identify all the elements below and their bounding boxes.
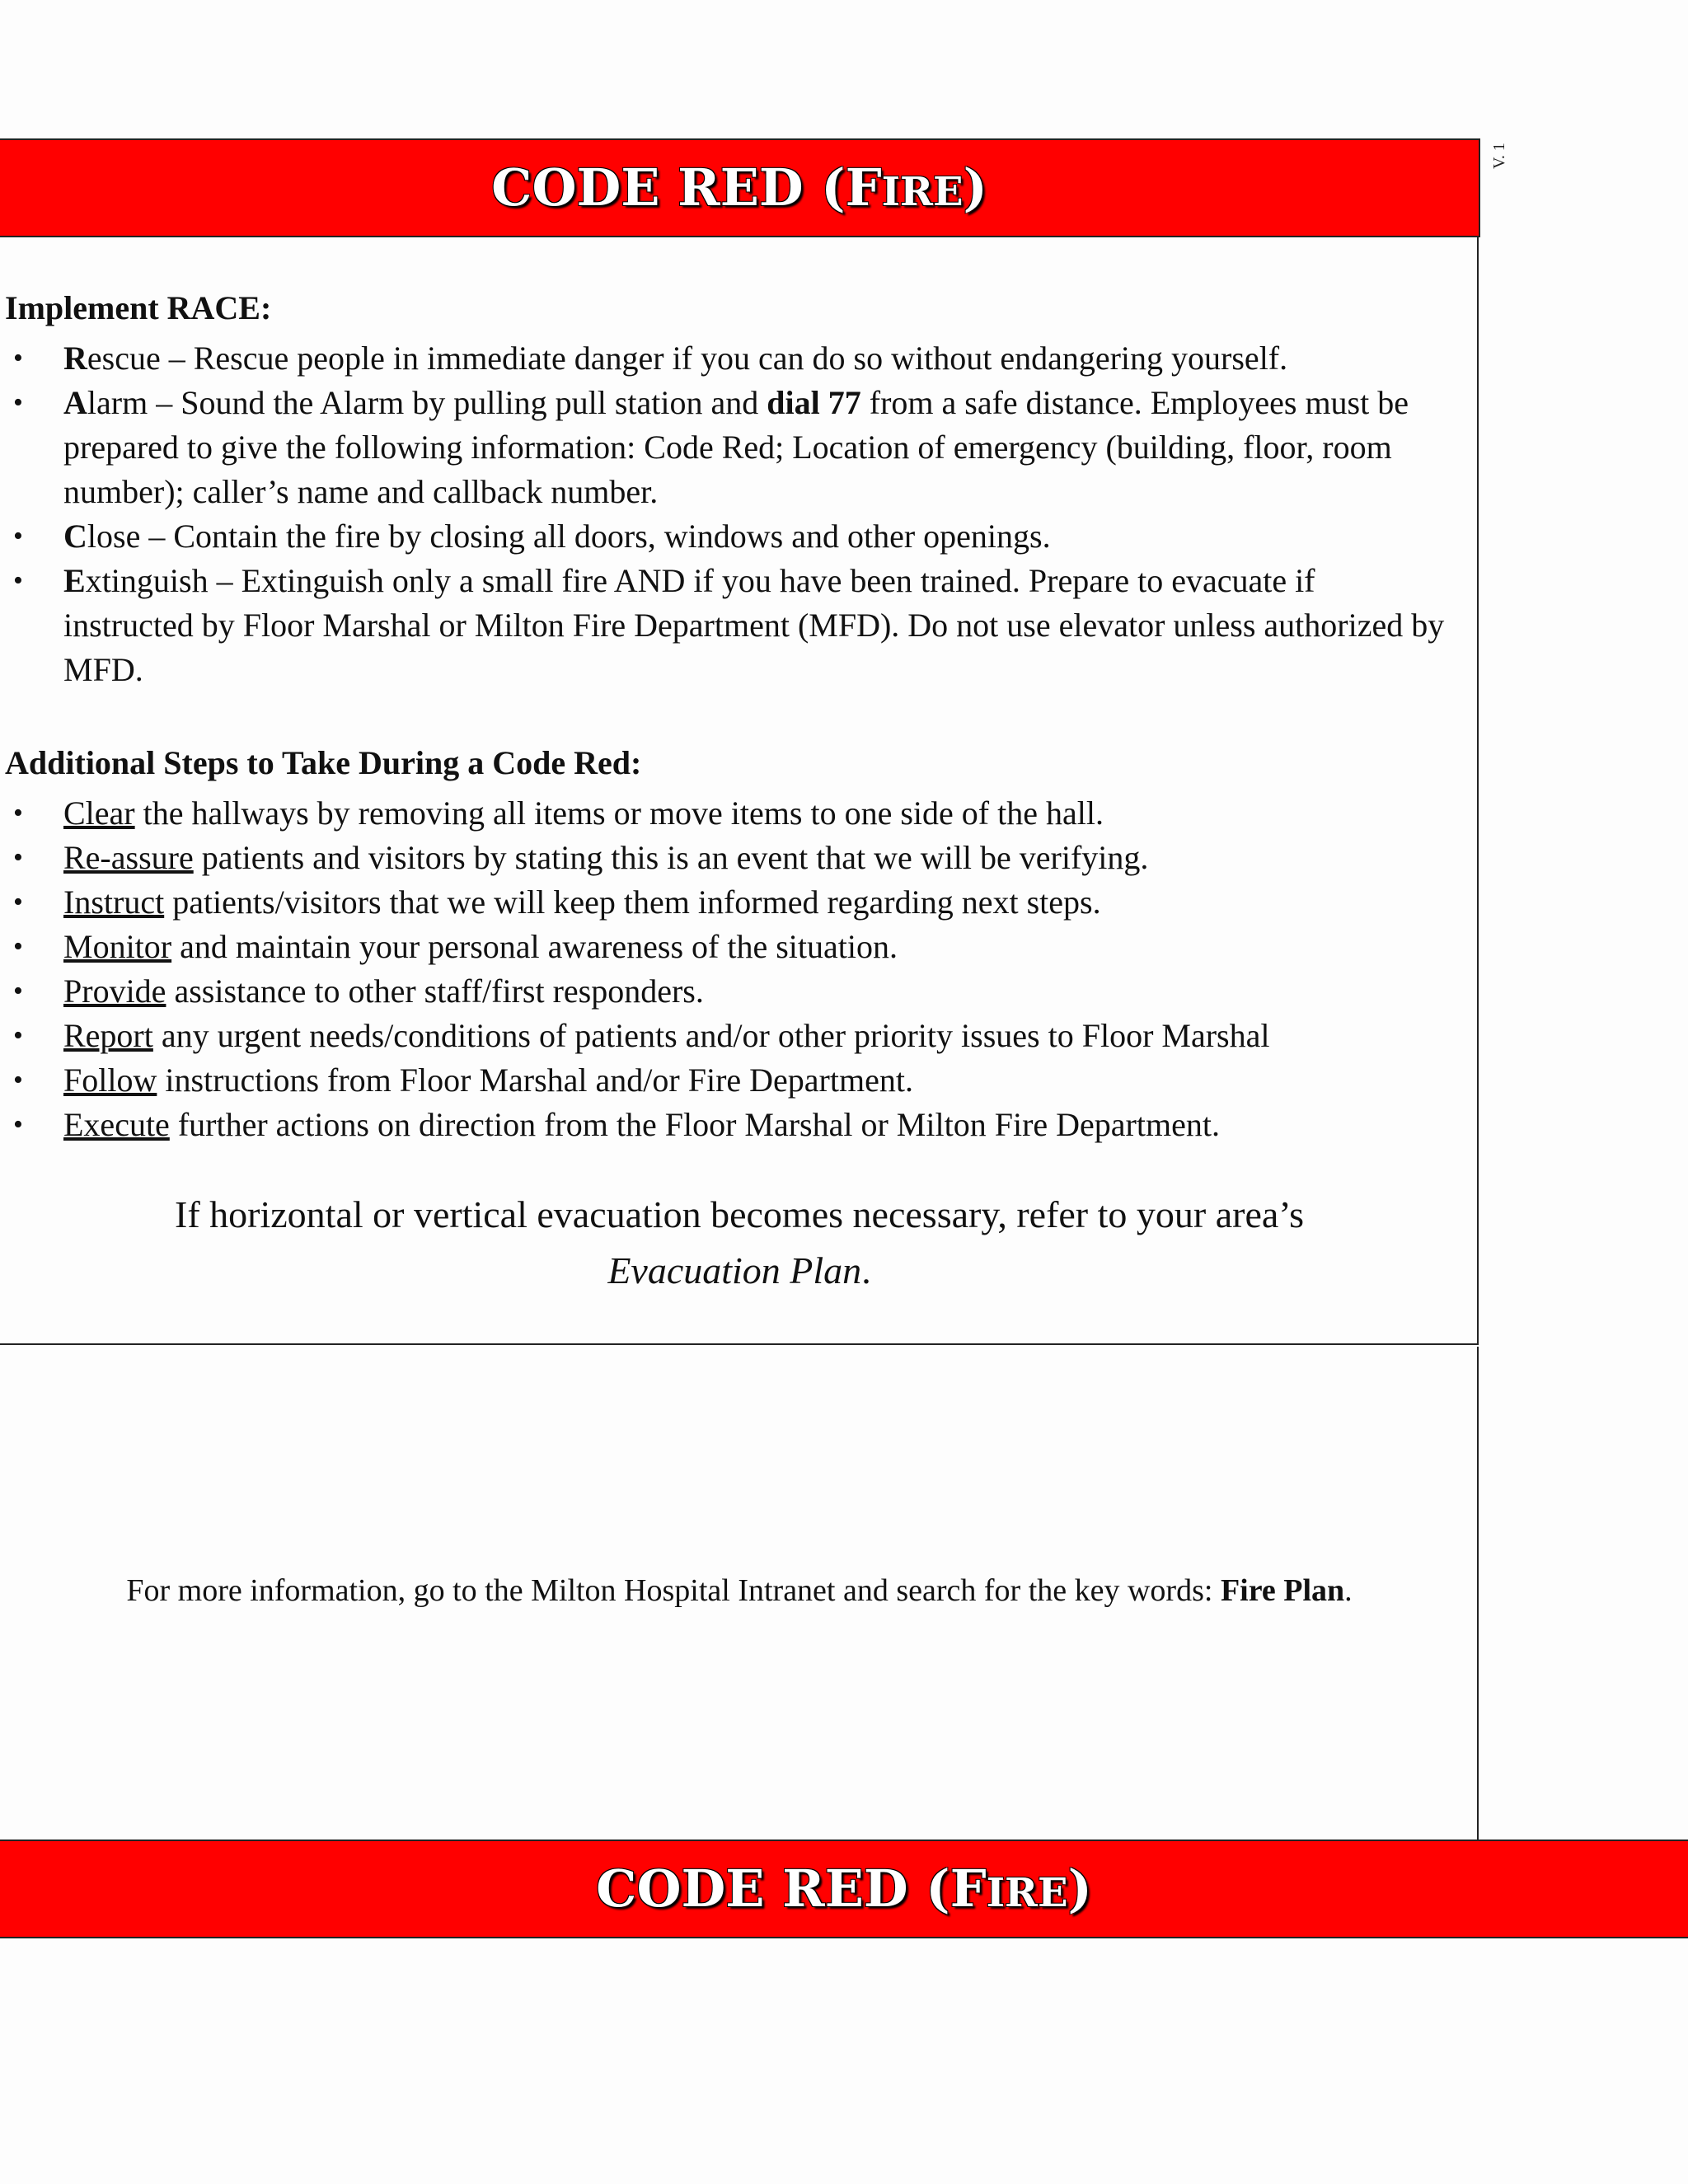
banner-title-f: F	[845, 157, 882, 218]
banner-title-smallcaps: IRE	[986, 1870, 1068, 1916]
race-list	[0, 336, 1451, 692]
bullet-icon: •	[13, 798, 23, 828]
additional-steps-heading: Additional Steps to Take During a Code Red:	[5, 744, 642, 781]
bullet-icon: •	[13, 343, 23, 373]
step-provide: • Provide assistance to other staff/first responders.	[0, 969, 1451, 1014]
banner-title: CODE RED (	[596, 1858, 950, 1919]
bullet-icon: •	[13, 565, 23, 596]
version-label: V. 1	[1490, 143, 1508, 169]
step-follow: • Follow instructions from Floor Marshal and/or Fire Department.	[0, 1058, 1451, 1103]
race-item-close: • Close – Contain the fire by closing all doors, windows and other openings.	[0, 514, 1451, 559]
code-red-banner-bottom	[0, 1840, 1688, 1938]
banner-title-end: )	[1067, 1858, 1092, 1919]
race-item-rescue: • Rescue – Rescue people in immediate danger if you can do so without endangering yourself.	[0, 336, 1451, 381]
banner-title-end: )	[963, 157, 987, 218]
step-report: • Report any urgent needs/conditions of patients and/or other priority issues to Floor Marshal	[0, 1014, 1451, 1058]
code-red-banner-top	[0, 138, 1480, 237]
bullet-icon: •	[13, 1065, 23, 1095]
evacuation-note-line: If horizontal or vertical evacuation becomes necessary, refer to your area’s	[175, 1193, 1304, 1235]
banner-title-smallcaps: IRE	[881, 169, 964, 215]
evacuation-note: If horizontal or vertical evacuation becomes necessary, refer to your area’s Evacuation Plan.	[0, 1187, 1479, 1299]
race-heading: Implement RACE:	[5, 289, 272, 326]
bullet-icon: •	[13, 931, 23, 962]
step-execute: • Execute further actions on direction from the Floor Marshal or Milton Fire Department.	[0, 1103, 1451, 1147]
bullet-icon: •	[13, 521, 23, 551]
bullet-icon: •	[13, 842, 23, 873]
race-item-alarm: • Alarm – Sound the Alarm by pulling pull station and dial 77 from a safe distance. Employees must be prepared to give the following information: Code Red; Location of emergency (building, floor, room number); caller’s name and callback number.	[0, 381, 1451, 514]
race-item-extinguish: • Extinguish – Extinguish only a small fire AND if you have been trained. Prepare to evacuate if instructed by Floor Marshal or Milton Fire Department (MFD). Do not use elevator unless authorized by MFD.	[0, 559, 1451, 692]
step-clear: • Clear the hallways by removing all items or move items to one side of the hall.	[0, 791, 1451, 836]
banner-title: CODE RED (	[491, 157, 846, 218]
step-reassure: • Re-assure patients and visitors by stating this is an event that we will be verifying.	[0, 836, 1451, 880]
bullet-icon: •	[13, 1020, 23, 1051]
bullet-icon: •	[13, 387, 23, 418]
evacuation-plan-reference: Evacuation Plan	[607, 1249, 862, 1291]
more-info-text: For more information, go to the Milton Hospital Intranet and search for the key words: Fire Plan.	[126, 1573, 1353, 1608]
fire-plan-keywords: Fire Plan	[1220, 1573, 1345, 1608]
bullet-icon: •	[13, 887, 23, 917]
step-instruct: • Instruct patients/visitors that we will keep them informed regarding next steps.	[0, 880, 1451, 925]
dial-number: dial 77	[767, 384, 861, 421]
additional-steps-list	[0, 791, 1451, 1147]
bullet-icon: •	[13, 1109, 23, 1140]
banner-title-f: F	[950, 1858, 987, 1919]
step-monitor: • Monitor and maintain your personal awareness of the situation.	[0, 925, 1451, 969]
bullet-icon: •	[13, 976, 23, 1006]
